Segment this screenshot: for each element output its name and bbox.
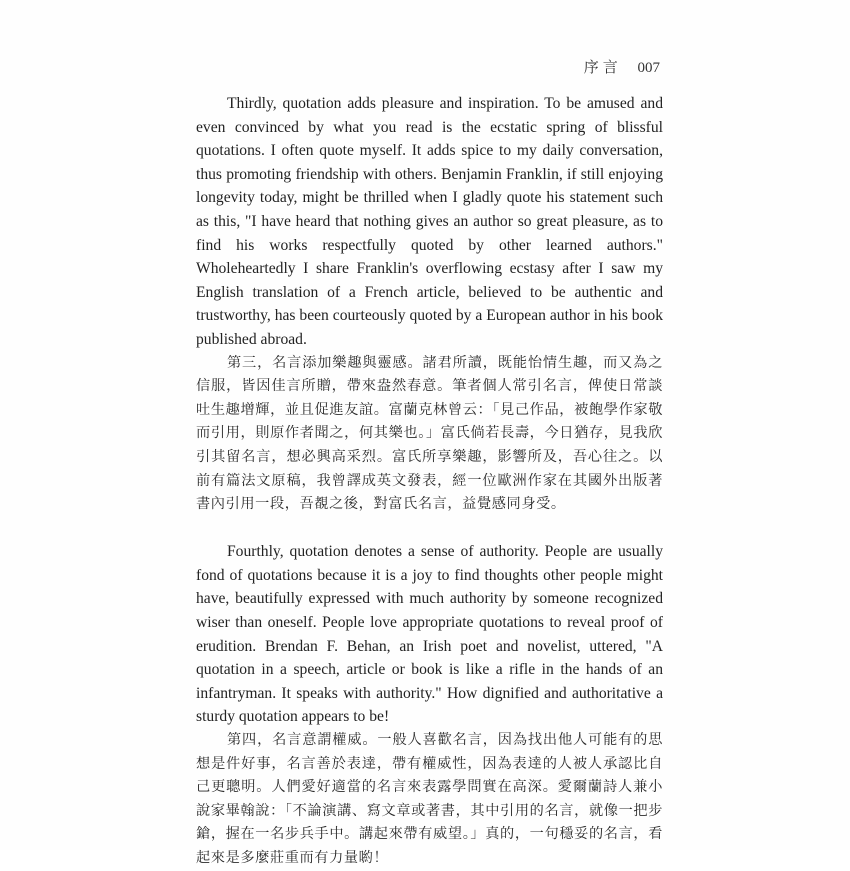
paragraph-third-chinese: 第三，名言添加樂趣與靈感。諸君所讀，既能怡情生趣，而又為之信服，皆因佳言所贈，帶來盎然春意。筆者個人常引名言，俾使日常談吐生趣增輝，並且促進友誼。富蘭克林曾云：「見己作品，被飽學作家敬而引用，則原作者聞之，何其樂也。」富氏倘若長壽，今日猶存，見我欣引其留名言，想必興高采烈。富氏所享樂趣，影響所及，吾心往之。以前有篇法文原稿，我曾譯成英文發表，經一位歐洲作家在其國外出版著書內引用一段，吾覩之後，對富氏名言，益覺感同身受。 [196,354,663,513]
paragraph-fourth-english: Fourthly, quotation denotes a sense of authority. People are usually fond of quotations because it is a joy to find thoughts other people might have, beautifully expressed with much authority by someone recognized wiser than oneself. People love appropriate quotations to reveal proof of erudition. Brendan F. Behan, an Irish poet and novelist, uttered, "A quotation in a speech, article or book is like a rifle in the hands of an infantryman. It speaks with authority." How dignified and authoritative a sturdy quotation appears to be! [196,543,663,726]
paragraph-fourth-chinese: 第四，名言意謂權威。一般人喜歡名言，因為找出他人可能有的思想是件好事，名言善於表達，帶有權威性，因為表達的人被人承認比自己更聰明。人們愛好適當的名言來表露學問實在高深。愛爾蘭詩人兼小說家畢翰說：「不論演講、寫文章或著書，其中引用的名言，就像一把步鎗，握在一名步兵手中。講起來帶有威望。」真的，一句穩妥的名言，看起來是多麼莊重而有力量喲！ [196,732,663,866]
paragraph-spacer [196,517,663,541]
running-head [584,56,660,77]
chapter-title: 序言 [583,58,622,76]
page-body [196,92,663,871]
paragraph-third-english: Thirdly, quotation adds pleasure and inspiration. To be amused and even convinced by what you read is the ecstatic spring of blissful quotations. I often quote myself. It adds spice to my daily conversation, thus promoting friendship with others. Benjamin Franklin, if still enjoying longevity today, might be thrilled when I gladly quote his statement such as this, "I have heard that nothing gives an author so great pleasure, as to find his works respectfully quoted by other learned authors." Wholeheartedly I share Franklin's overflowing ecstasy after I saw my English translation of a French article, believed to be authentic and trustworthy, has been courteously quoted by a European author in his book published abroad. [196,95,663,348]
page-number: 007 [637,60,660,76]
